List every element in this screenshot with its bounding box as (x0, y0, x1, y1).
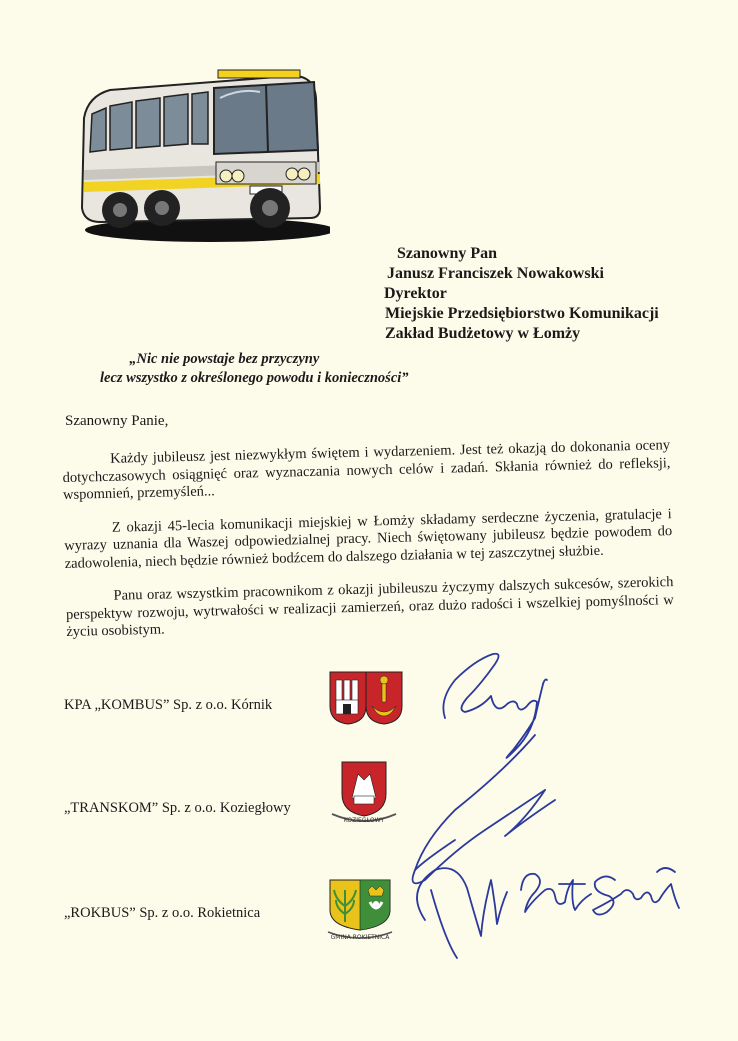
addressee-company: Miejskie Przedsiębiorstwo Komunikacji (385, 305, 659, 322)
addressee-salutation: Szanowny Pan (397, 245, 498, 262)
crest-caption-rokietnica: GMINA ROKIETNICA (330, 934, 390, 941)
company-rokbus: „ROKBUS” Sp. z o.o. Rokietnica (64, 905, 261, 921)
motto-line-1: „Nic nie powstaje bez przyczyny (129, 351, 320, 367)
addressee-block (372, 244, 659, 344)
company-kombus: KPA „KOMBUS” Sp. z o.o. Kórnik (64, 697, 273, 713)
company-transkom: „TRANSKOM” Sp. z o.o. Koziegłowy (64, 800, 291, 816)
body-paragraph: Panu oraz wszystkim pracownikom z okazji jubileuszu życzymy dalszych sukcesów, szerokich perspektyw rozwoju, wytrwałości w realizacji zamierzeń, oraz dużo radości i wszelkiej pomyślności w życiu osobistym. (65, 574, 674, 640)
addressee-company-unit: Zakład Budżetowy w Łomży (385, 325, 581, 342)
motto-line-2: lecz wszystko z określonego powodu i konieczności” (100, 370, 409, 386)
bus-illustration-icon (70, 58, 330, 248)
addressee-title: Dyrektor (384, 285, 447, 302)
rokietnica-crest-icon (326, 876, 394, 942)
letter-body (62, 437, 675, 657)
addressee-name: Janusz Franciszek Nowakowski (387, 265, 604, 282)
body-paragraph: Z okazji 45-lecia komunikacji miejskiej w Łomży składamy serdeczne życzenia, gratulacje i wyrazy uznania dla Waszej odpowiedzialnej pracy. Niech świętowany jubileusz będzie powodem do zadowolenia, niech będzie również bodźcem do dalszego działania w tej zaszczytnej służbie. (64, 505, 673, 572)
crest-caption-kozieglowy: KOZIEGŁOWY (343, 817, 385, 824)
kornik-crest-icon (328, 670, 404, 726)
body-paragraph: Każdy jubileusz jest niezwykłym świętem i wydarzeniem. Jest też okazją do dokonania oceny dotychczasowych osiągnięć oraz wyznaczania nowych celów i zadań. Skłania również do refleksji, wspomnień, przemyśleń... (62, 437, 671, 503)
letter-salutation: Szanowny Panie, (65, 413, 169, 429)
handwritten-signatures-icon (395, 640, 695, 970)
motto-quote (100, 350, 409, 388)
kozieglowy-crest-icon (328, 758, 400, 826)
